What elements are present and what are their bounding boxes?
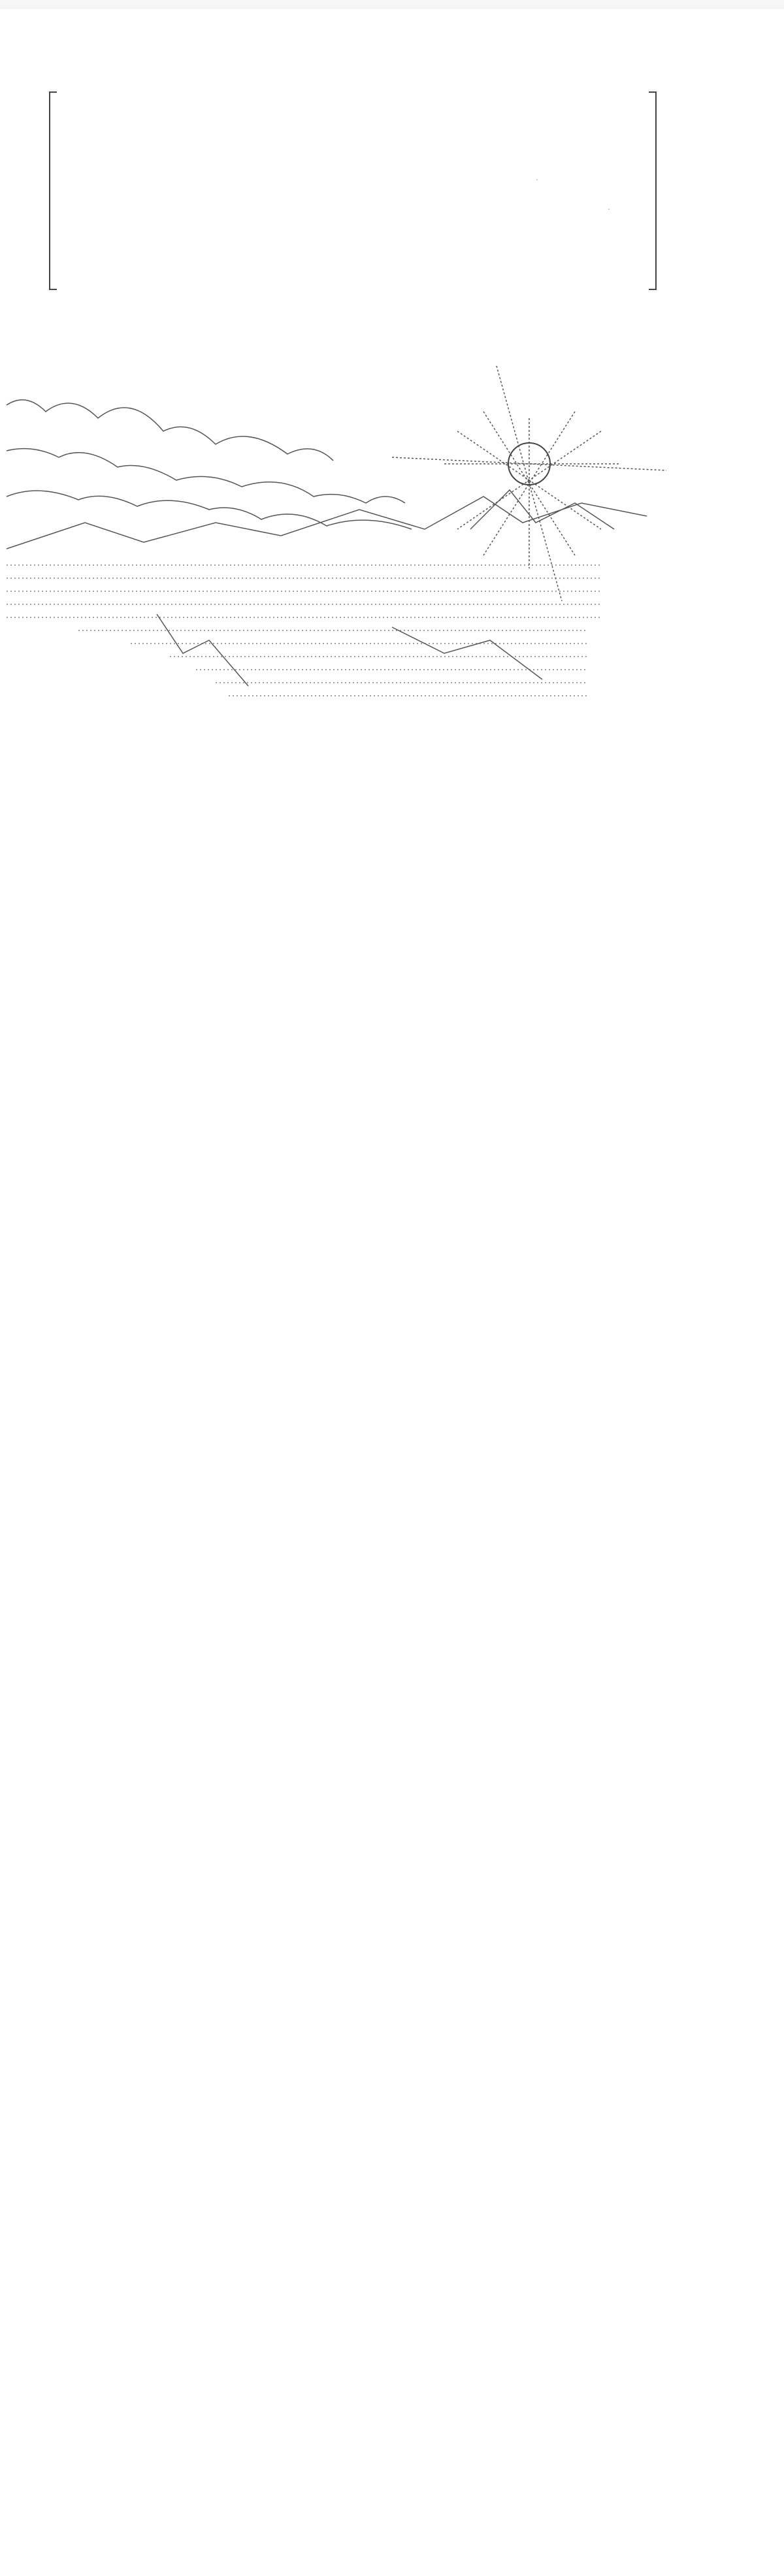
thread [0, 0, 784, 212]
ascii-art-landscape-sun [0, 340, 784, 810]
right-bracket [649, 91, 657, 290]
ornament-dot: . [536, 173, 538, 182]
left-bracket [49, 91, 57, 290]
ornament-dot: . [608, 203, 610, 212]
narration-text [121, 157, 152, 337]
op-art-post [0, 0, 784, 212]
narration-frame [49, 91, 657, 287]
